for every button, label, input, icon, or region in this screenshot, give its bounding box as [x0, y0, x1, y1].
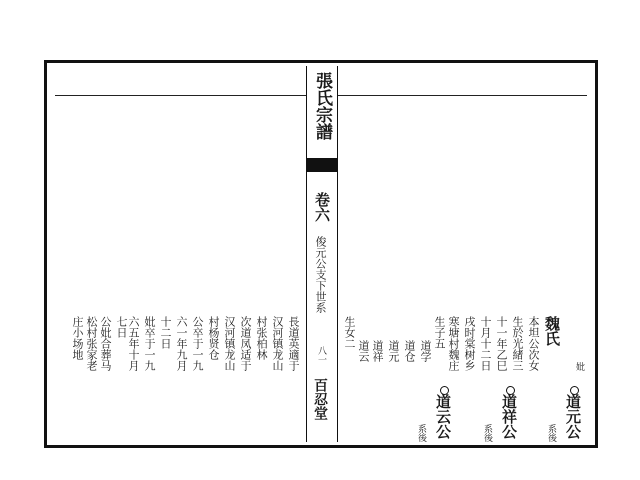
right-pre-col-6: 道学 [419, 340, 432, 362]
left-col-5: 汉河镇龙山 [223, 316, 236, 371]
left-col-6: 村杨贤仓 [207, 316, 220, 360]
left-col-2: 汉河镇龙山 [271, 316, 284, 371]
left-col-9: 十二日 [159, 316, 172, 349]
left-col-7: 公卒于一九 [191, 316, 204, 371]
bio-col-5: 生於光緒三 [511, 316, 524, 371]
left-col-4: 次道凤适于 [239, 316, 252, 371]
bio-col-6: 本坦公次女 [527, 316, 540, 371]
heir-tag-1: 系後 [546, 424, 556, 442]
left-col-14: 松村张家老 [85, 316, 98, 371]
left-col-8: 六一年九月 [175, 316, 188, 371]
right-pre-col-1: 生女二 [343, 316, 356, 349]
left-col-11: 六五年十月 [127, 316, 140, 371]
left-col-10: 妣卒于一九 [143, 316, 156, 371]
heir-tag-3: 系後 [416, 424, 426, 442]
left-col-3: 村张柏林 [255, 316, 268, 360]
wife-name: 魏氏 [543, 316, 561, 346]
right-pre-col-2: 道云 [357, 340, 370, 362]
bio-col-1: 寒塘村魏庄 [447, 316, 460, 371]
spine-page-number: 八一 [316, 346, 326, 364]
spine-section: 俊元公支下世系 [314, 236, 327, 313]
bio-col-3: 十月十二日 [479, 316, 492, 371]
spine-band [307, 158, 337, 172]
right-pre-col-5: 道仓 [403, 340, 416, 362]
spine-hall-name: 百忍堂 [312, 378, 328, 420]
bio-col-2: 戌时棠树乡 [463, 316, 476, 371]
left-col-13: 公妣合葬马 [99, 316, 112, 371]
right-pre-col-7: 生子五 [433, 316, 446, 349]
bio-col-4: 十一年乙巳 [495, 316, 508, 371]
spine-title: 張氏宗譜 [312, 72, 332, 140]
left-col-1: 長道英適于 [287, 316, 300, 371]
right-pre-col-3: 道祥 [371, 340, 384, 362]
left-col-15: 庄小场地 [71, 316, 84, 360]
spine-volume: 卷六 [313, 192, 331, 222]
heir-name-2: 道祥公 [500, 394, 518, 439]
right-pre-col-4: 道元 [387, 340, 400, 362]
wife-label: 妣 [574, 362, 584, 371]
book-spine [306, 66, 338, 442]
heir-tag-2: 系後 [482, 424, 492, 442]
heir-name-1: 道元公 [564, 394, 582, 439]
left-col-12: 七日 [115, 316, 128, 338]
heir-name-3: 道云公 [434, 394, 452, 439]
